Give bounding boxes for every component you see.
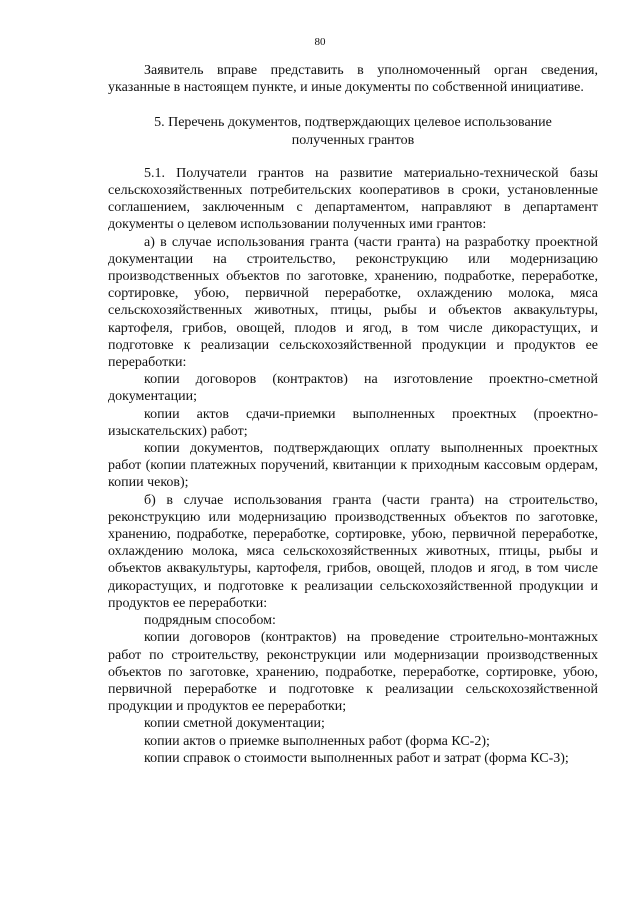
paragraph-5-1: 5.1. Получатели грантов на развитие материально-технической базы сельскохозяйственных потребительских кооперативов в сроки, установленные соглашением, заключенным с департаментом, направляют в департамент документы о целевом использовании полученных ими грантов: [108, 165, 598, 233]
section-heading [108, 114, 598, 148]
paragraph-item-a: а) в случае использования гранта (части гранта) на разработку проектной документации на строительство, реконструкцию или модернизацию производственных объектов по заготовке, хранению, подработке, переработке, сортировке, убою, первичной переработке, охлаждению молока, мяса сельскохозяйственных животных, птицы, рыбы и объектов аквакультуры, картофеля, грибов, овощей, плодов и ягод, в том числе дикорастущих, и подготовке к реализации сельскохозяйственной продукции и продуктов ее переработки: [108, 234, 598, 371]
section-heading-line-1: 5. Перечень документов, подтверждающих целевое использование [154, 115, 552, 131]
document-body [108, 62, 598, 767]
paragraph-ks3-certificates: копии справок о стоимости выполненных работ и затрат (форма КС-3); [144, 750, 569, 766]
paragraph-construction-contracts: копии договоров (контрактов) на проведение строительно-монтажных работ по строительству, реконструкции или модернизации производственных объектов по заготовке, хранению, подработке, переработке, сортировке, убою, первичной переработке и подготовке к реализации сельскохозяйственной продукции и продуктов ее переработки; [108, 630, 598, 715]
paragraph-contract-method: подрядным способом: [144, 613, 276, 629]
paragraph-acceptance-acts: копии актов сдачи-приемки выполненных проектных (проектно-изыскательских) работ; [108, 406, 598, 439]
paragraph-item-b: б) в случае использования гранта (части гранта) на строительство, реконструкцию или модернизацию производственных объектов по заготовке, хранению, подработке, переработке, сортировке, убою, первичной переработке, охлаждению молока, мяса сельскохозяйственных животных, птицы, рыбы и объектов аквакультуры, картофеля, грибов, овощей, плодов и ягод, в том числе дикорастущих, и подготовке к реализации сельскохозяйственной продукции и продуктов ее переработки: [108, 492, 598, 611]
paragraph-payment-docs: копии документов, подтверждающих оплату выполненных проектных работ (копии платежных поручений, квитанции к приходным кассовым ордерам, копии чеков); [108, 441, 598, 491]
paragraph-ks2-acts: копии актов о приемке выполненных работ (форма КС-2); [144, 733, 490, 749]
intro-paragraph: Заявитель вправе представить в уполномоченный орган сведения, указанные в настоящем пункте, и иные документы по собственной инициативе. [108, 63, 598, 96]
paragraph-estimate-docs: копии сметной документации; [144, 716, 325, 732]
section-heading-line-2: полученных грантов [291, 132, 415, 148]
paragraph-contracts-design: копии договоров (контрактов) на изготовление проектно-сметной документации; [108, 372, 598, 405]
page-number: 80 [314, 36, 326, 48]
